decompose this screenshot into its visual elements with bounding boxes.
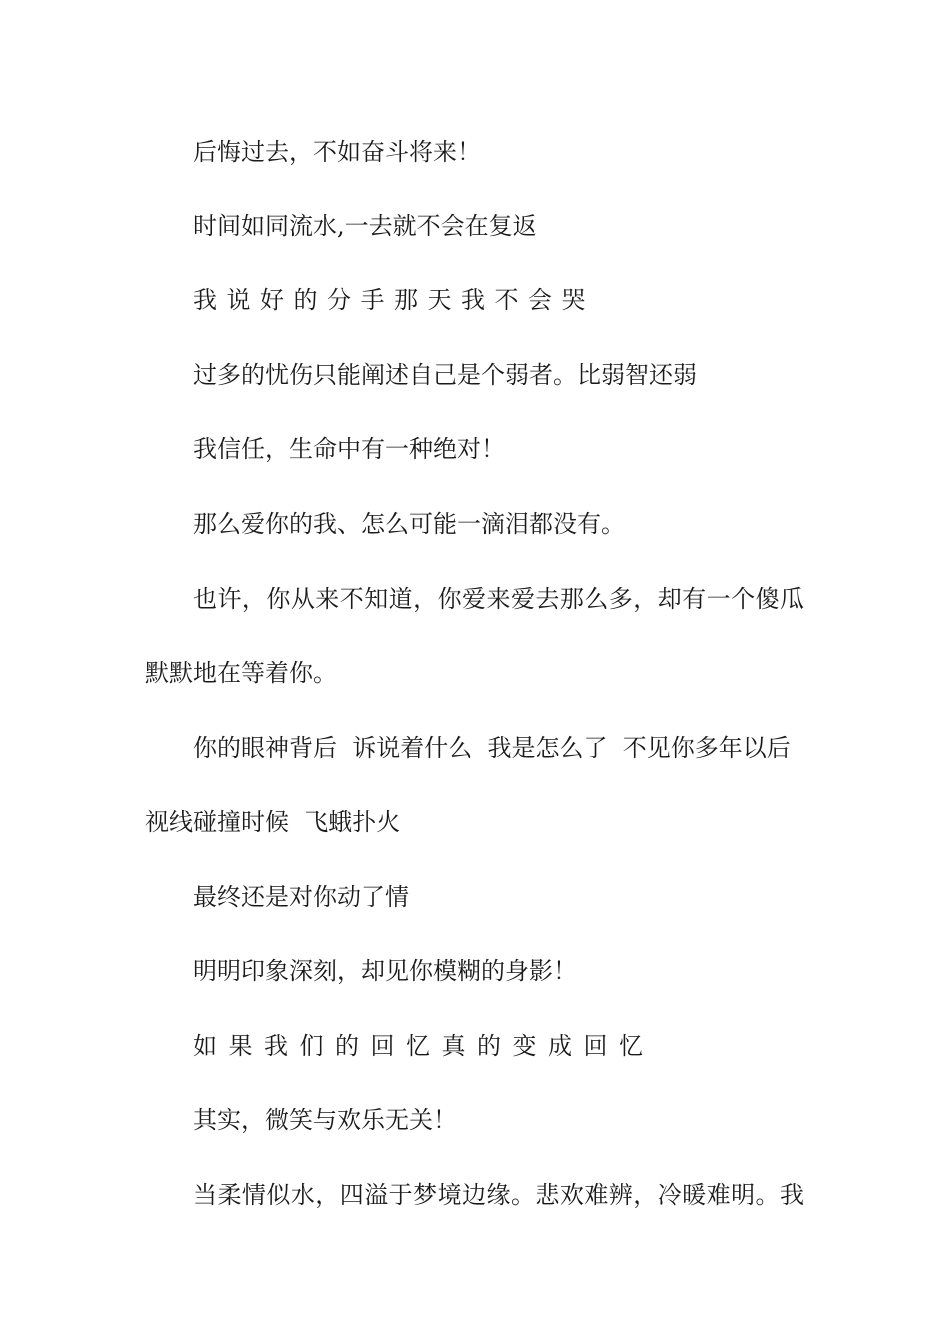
- paragraph-line: 默默地在等着你。: [145, 659, 337, 687]
- paragraph-line: 过多的忧伤只能阐述自己是个弱者。比弱智还弱: [193, 361, 697, 389]
- paragraph-line: 其实，微笑与欢乐无关！: [193, 1106, 457, 1134]
- paragraph-line: 后悔过去，不如奋斗将来！: [193, 138, 481, 166]
- paragraph-line: 最终还是对你动了情: [193, 883, 409, 911]
- paragraph-line: 你的眼神背后 诉说着什么 我是怎么了 不见你多年以后: [193, 734, 791, 762]
- paragraph-line: 也许，你从来不知道，你爱来爱去那么多，却有一个傻瓜: [193, 585, 804, 613]
- paragraph-line: 我说好的分手那天我不会哭: [193, 286, 595, 314]
- paragraph-line: 当柔情似水，四溢于梦境边缘。悲欢难辨，冷暖难明。我: [193, 1181, 804, 1209]
- paragraph-line: 视线碰撞时候 飞蛾扑火: [145, 808, 401, 836]
- paragraph-line: 如果我们的回忆真的变成回忆: [193, 1032, 655, 1060]
- paragraph-line: 那么爱你的我、怎么可能一滴泪都没有。: [193, 510, 625, 538]
- paragraph-line: 明明印象深刻，却见你模糊的身影！: [193, 957, 577, 985]
- paragraph-line: 时间如同流水,一去就不会在复返: [193, 212, 537, 240]
- paragraph-line: 我信任，生命中有一种绝对！: [193, 435, 505, 463]
